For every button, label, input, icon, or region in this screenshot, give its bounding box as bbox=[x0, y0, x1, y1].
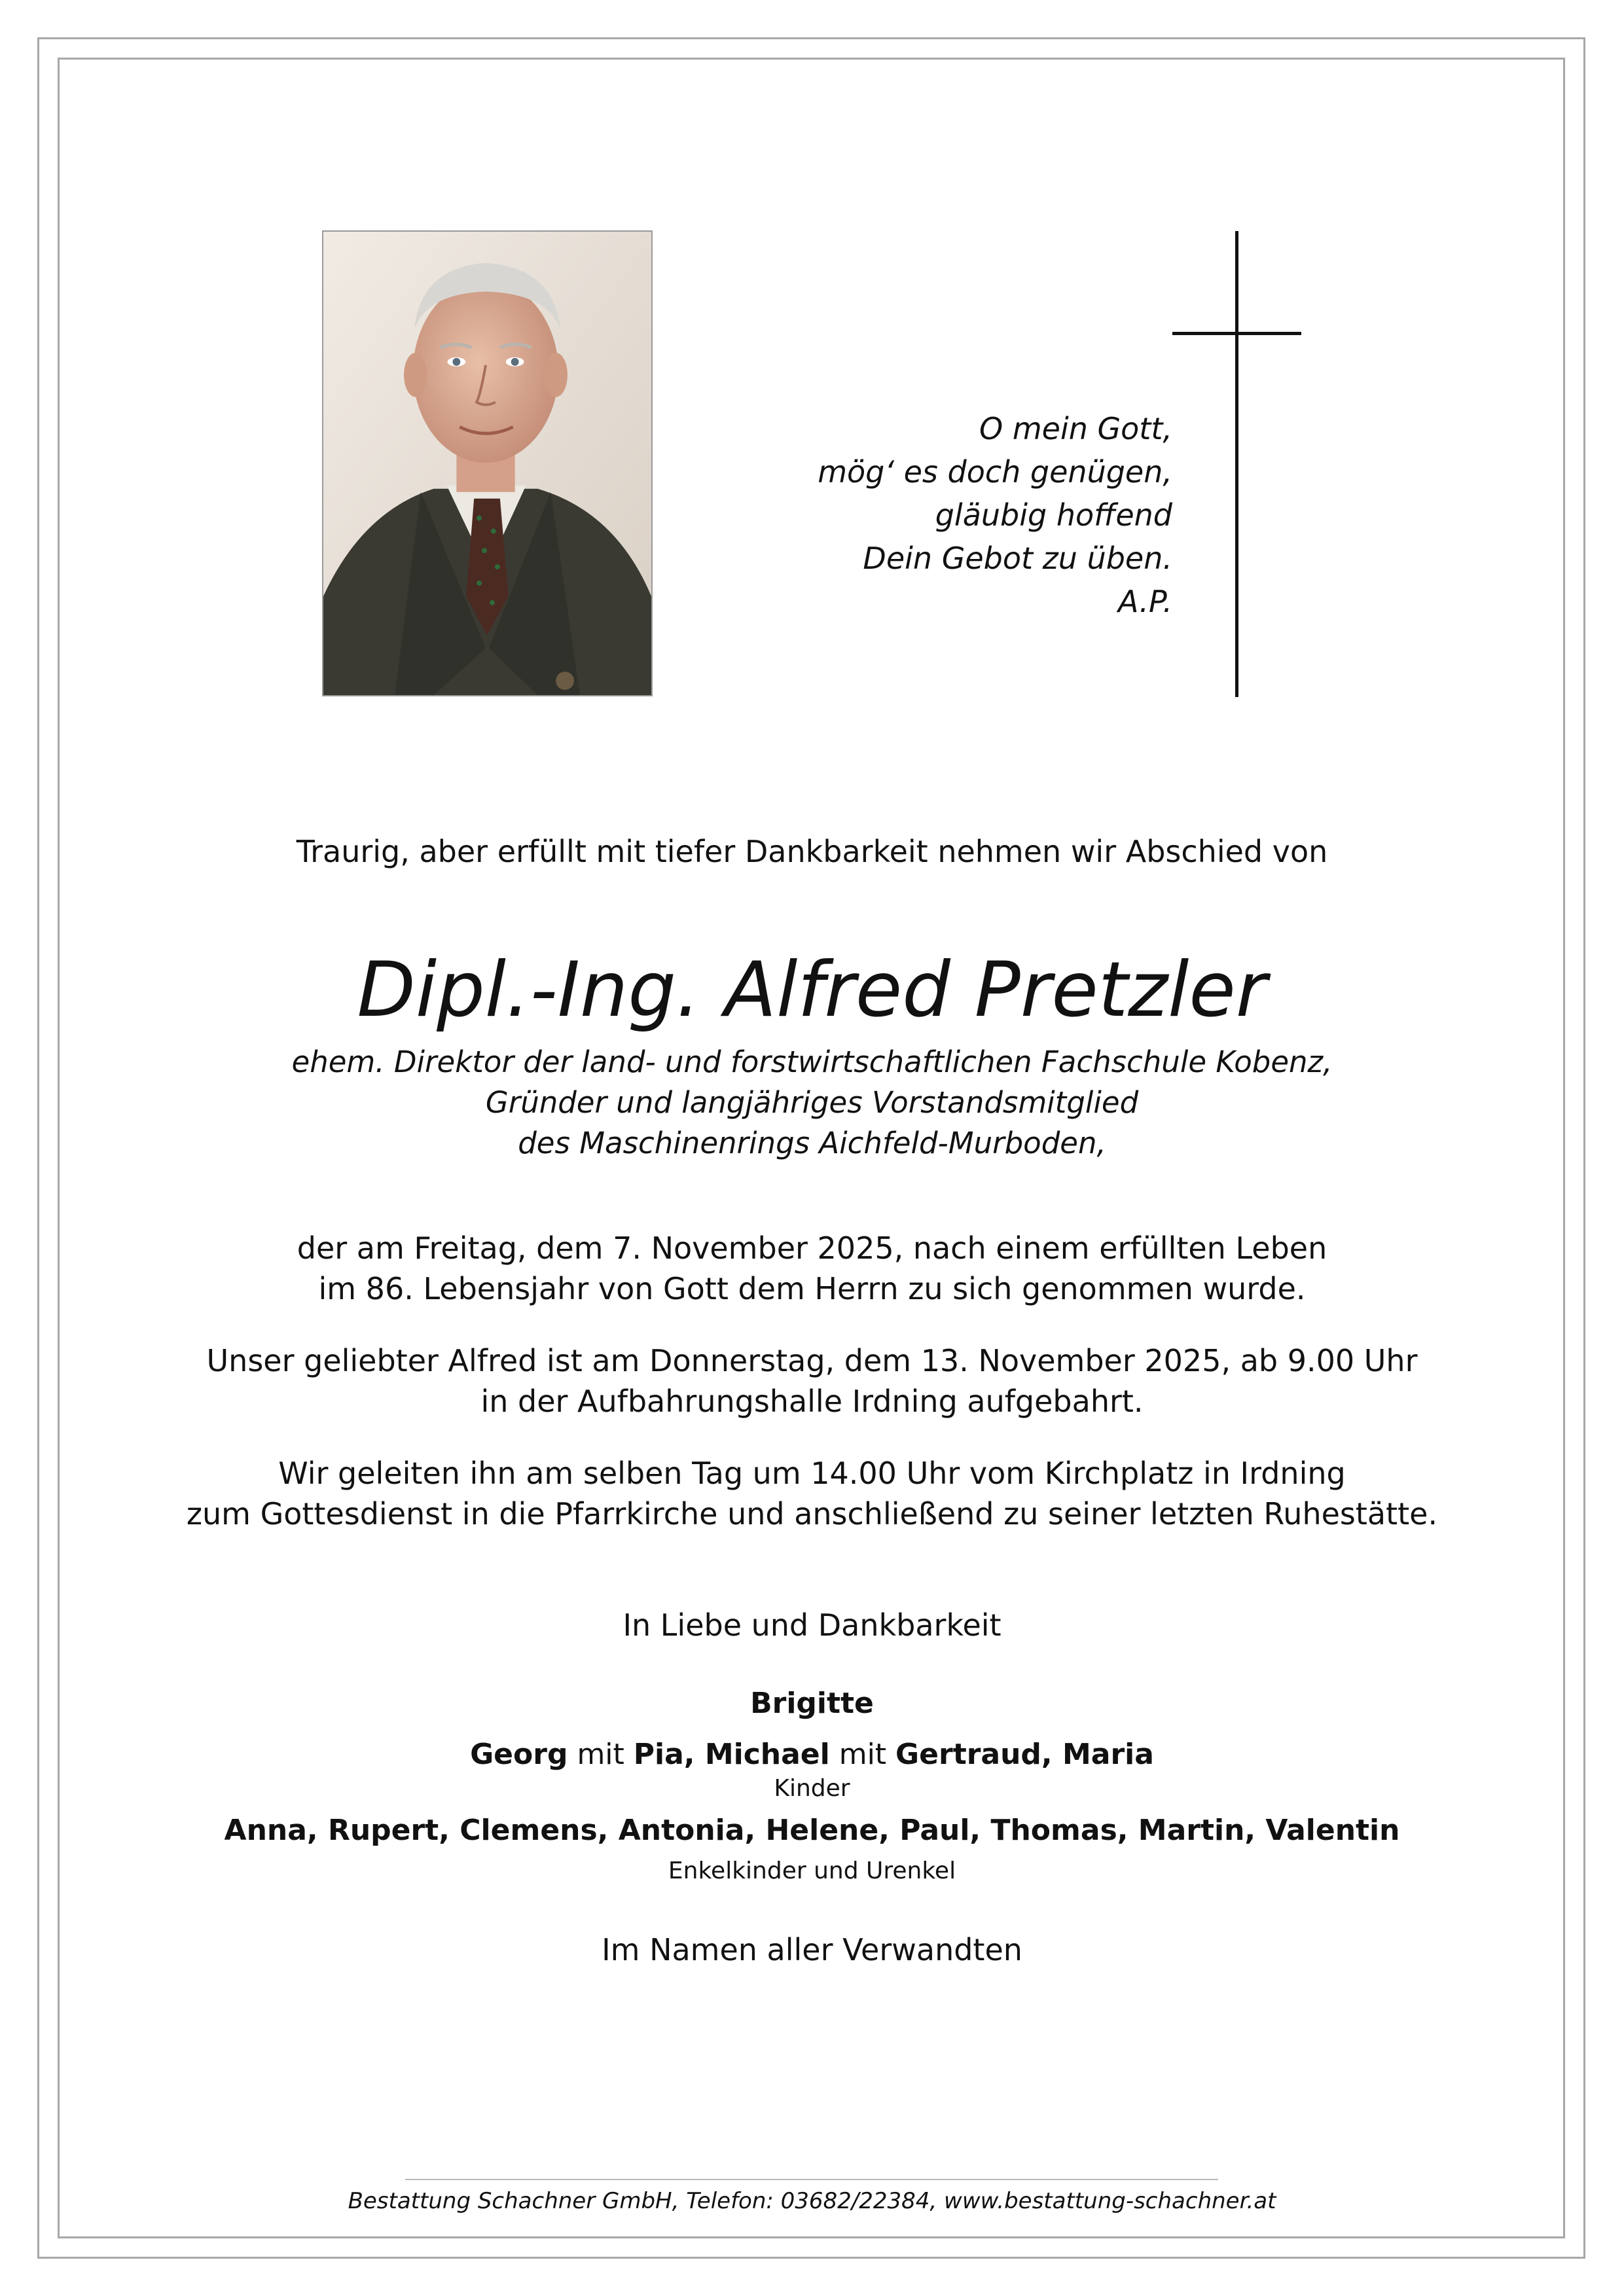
poem-line: gläubig hoffend bbox=[935, 497, 1172, 533]
paragraph-line: in der Aufbahrungshalle Irdning aufgebahrt. bbox=[480, 1384, 1144, 1419]
children-label: Kinder bbox=[774, 1775, 850, 1802]
paragraph-line: der am Freitag, dem 7. November 2025, nach einem erfüllten Leben bbox=[297, 1230, 1327, 1266]
connector-text: mit bbox=[568, 1738, 634, 1771]
paragraph-line: im 86. Lebensjahr von Gott dem Herrn zu sich genommen wurde. bbox=[318, 1271, 1306, 1306]
deceased-name: Dipl.-Ing. Alfred Pretzler bbox=[357, 946, 1267, 1034]
relatives-line: Im Namen aller Verwandten bbox=[602, 1932, 1022, 1967]
connector-text: mit bbox=[829, 1738, 896, 1771]
paragraph-line: zum Gottesdienst in die Pfarrkirche und anschließend zu seiner letzten Ruhestätte. bbox=[186, 1496, 1438, 1532]
children-names bbox=[0, 1734, 1624, 1775]
closing-phrase: In Liebe und Dankbarkeit bbox=[623, 1607, 1001, 1643]
intro-text: Traurig, aber erfüllt mit tiefer Dankbarkeit nehmen wir Abschied von bbox=[296, 834, 1328, 869]
grandchildren-label: Enkelkinder und Urenkel bbox=[668, 1857, 956, 1884]
death-notice-paragraph bbox=[0, 1228, 1624, 1309]
grandchildren-names: Anna, Rupert, Clemens, Antonia, Helene, Paul, Thomas, Martin, Valentin bbox=[224, 1814, 1400, 1847]
poem-line: Dein Gebot zu üben. bbox=[863, 541, 1172, 576]
deceased-titles bbox=[0, 1042, 1624, 1164]
cross-horizontal-bar bbox=[1172, 332, 1301, 335]
paragraph-line: Unser geliebter Alfred ist am Donnerstag, dem 13. November 2025, ab 9.00 Uhr bbox=[206, 1343, 1418, 1378]
viewing-paragraph bbox=[0, 1340, 1624, 1422]
footer-text: Bestattung Schachner GmbH, Telefon: 03682/22384, www.bestattung-schachner.at bbox=[348, 2188, 1276, 2214]
poem-line: O mein Gott, bbox=[979, 411, 1172, 446]
child-name: Gertraud, Maria bbox=[895, 1738, 1154, 1771]
child-name: Pia, Michael bbox=[633, 1738, 830, 1771]
title-line: des Maschinenrings Aichfeld-Murboden, bbox=[518, 1126, 1106, 1160]
title-line: ehem. Direktor der land- und forstwirtschaftlichen Fachschule Kobenz, bbox=[291, 1045, 1333, 1079]
title-line: Gründer und langjähriges Vorstandsmitglied bbox=[485, 1085, 1139, 1120]
poem bbox=[714, 407, 1172, 623]
poem-line: mög‘ es doch genügen, bbox=[818, 454, 1172, 490]
child-name: Georg bbox=[470, 1738, 568, 1771]
footer-divider bbox=[405, 2179, 1218, 2180]
portrait-illustration bbox=[323, 232, 651, 695]
spouse-name: Brigitte bbox=[750, 1687, 874, 1720]
paragraph-line: Wir geleiten ihn am selben Tag um 14.00 Uhr vom Kirchplatz in Irdning bbox=[278, 1456, 1346, 1491]
cross-vertical-bar bbox=[1235, 231, 1238, 697]
funeral-paragraph bbox=[0, 1453, 1624, 1534]
portrait-photo bbox=[322, 230, 653, 696]
poem-author: A.P. bbox=[1118, 584, 1172, 619]
